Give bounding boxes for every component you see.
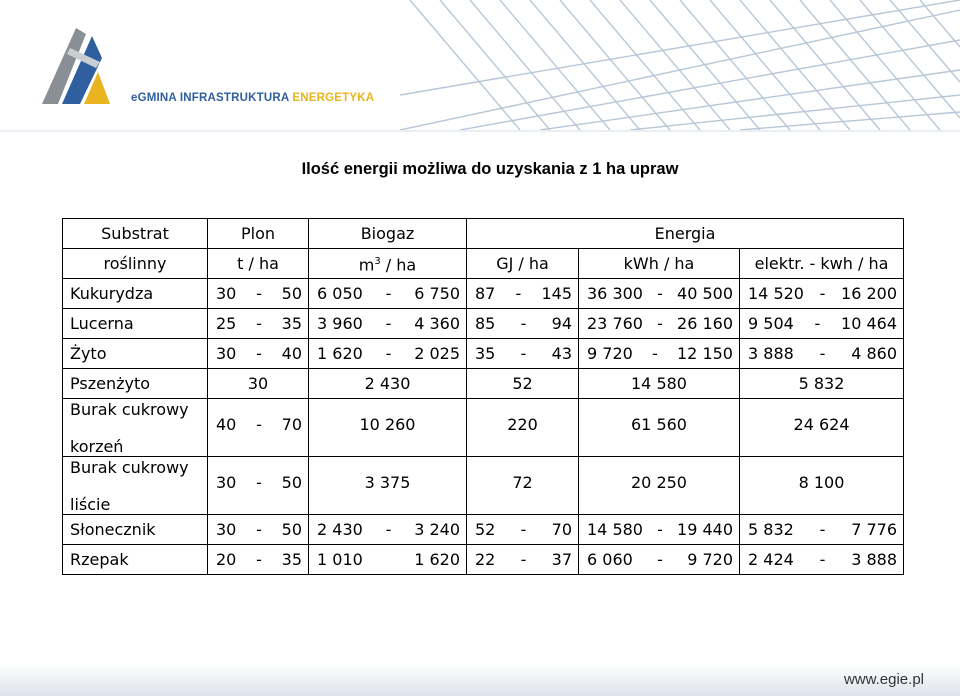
plon-dash: - [256,519,262,539]
header-gj-unit: GJ / ha [467,249,579,279]
substrat-cell: Kukurydza [63,279,208,309]
substrat-label: liście [70,495,111,514]
egmina-logo-icon [40,28,130,108]
biogaz-unit-m: m [358,255,375,275]
kwh-min: 9 720 [587,343,633,363]
kwh-dash: - [652,343,658,363]
gj-value: 220 [507,415,538,434]
kwh-cell [579,399,740,457]
table-body [63,279,904,575]
biogaz-cell [309,309,467,339]
plon-cell [208,339,309,369]
gj-cell: 52 [467,369,579,399]
gj-dash: - [520,343,527,363]
kwh-min: 23 760 [587,313,643,333]
kwh-dash: - [657,313,663,333]
substrat-cell: Pszenżyto [63,369,208,399]
plon-cell [208,309,309,339]
gj-cell [467,399,579,457]
plon-min: 30 [216,519,237,539]
energy-table-container [62,218,903,570]
kwh-min: 14 580 [587,519,643,539]
plon-min: 40 [216,415,237,434]
kwh-dash: - [657,519,663,539]
kwh-cell [579,279,740,309]
energy-table [62,218,904,575]
table-row [63,309,904,339]
gj-dash: - [520,519,527,539]
el-max: 10 464 [841,313,898,333]
gj-cell [467,309,579,339]
kwh-dash: - [657,549,663,569]
substrat-label: Burak cukrowy [70,458,189,477]
table-header-row-2 [63,249,904,279]
page-title: Ilość energii możliwa do uzyskania z 1 ha upraw [301,160,679,178]
gj-max: 70 [551,519,572,539]
biogaz-cell [309,279,467,309]
kwh-min: 6 060 [587,549,633,569]
gj-max: 145 [541,283,572,303]
header-kwh-unit: kWh / ha [579,249,740,279]
gj-min: 22 [475,549,496,569]
plon-dash: - [256,313,262,333]
biogaz-cell [309,515,467,545]
el-dash: - [819,549,826,569]
header-energia: Energia [467,219,904,249]
biogaz-value: 10 260 [359,415,416,434]
biogaz-cell [309,457,467,515]
el-max: 7 776 [851,519,897,539]
gj-dash: - [520,313,527,333]
gj-min: 52 [475,519,496,539]
biogaz-value: 3 375 [364,473,411,492]
gj-cell [467,457,579,515]
el-dash: - [814,313,821,333]
el-dash: - [819,283,826,303]
table-row [63,369,904,399]
gj-cell [467,339,579,369]
kwh-cell: 14 580 [579,369,740,399]
header-substrat: Substrat [63,219,208,249]
gj-value: 72 [512,473,533,492]
table-row [63,339,904,369]
biogaz-dash: - [385,313,392,333]
biogaz-cell [309,339,467,369]
plon-max: 70 [281,415,302,434]
biogaz-max: 1 620 [414,549,460,569]
footer-bar [0,664,960,696]
plon-max: 50 [281,283,302,303]
kwh-cell [579,545,740,575]
brand-part-2: ENERGETYKA [292,92,375,104]
el-dash: - [819,519,826,539]
biogaz-dash: - [385,283,392,303]
plon-min: 30 [216,283,237,303]
gj-min: 35 [475,343,496,363]
gj-cell [467,545,579,575]
kwh-value: 61 560 [631,415,687,434]
header-elektr-unit: elektr. - kwh / ha [740,249,904,279]
biogaz-max: 2 025 [414,343,460,363]
biogaz-min: 6 050 [317,283,363,303]
el-max: 4 860 [851,343,897,363]
el-min: 9 504 [748,313,794,333]
plon-cell [208,279,309,309]
plon-min: 30 [216,343,237,363]
el-value: 8 100 [798,473,845,492]
table-row [63,399,904,457]
plon-min: 20 [216,549,237,569]
substrat-cell: Lucerna [63,309,208,339]
header-plon: Plon [208,219,309,249]
biogaz-min: 2 430 [317,519,363,539]
substrat-cell: Żyto [63,339,208,369]
header-biogaz-unit [309,249,467,279]
biogaz-dash: - [385,343,392,363]
biogaz-max: 3 240 [414,519,460,539]
gj-max: 43 [551,343,572,363]
el-dash: - [819,343,826,363]
el-max: 16 200 [841,283,897,303]
kwh-cell [579,457,740,515]
kwh-value: 20 250 [631,473,687,492]
el-min: 5 832 [748,519,794,539]
biogaz-min: 3 960 [317,313,363,333]
kwh-cell [579,515,740,545]
gj-min: 85 [475,313,496,333]
decorative-lines [400,0,960,130]
substrat-label: korzeń [70,437,124,456]
substrat-cell: Rzepak [63,545,208,575]
plon-max: 50 [281,519,302,539]
header-separator [0,130,960,132]
plon-min: 25 [216,313,237,333]
kwh-cell [579,309,740,339]
biogaz-max: 6 750 [414,283,460,303]
kwh-cell [579,339,740,369]
footer-url: www.egie.pl [843,671,924,688]
plon-min: 30 [216,473,237,492]
biogaz-cell: 2 430 [309,369,467,399]
brand-part-1: eGMINA INFRASTRUKTURA [131,92,289,104]
kwh-max: 26 160 [677,313,733,333]
plon-dash: - [256,415,262,434]
header-plon-unit: t / ha [208,249,309,279]
substrat-label: Burak cukrowy [70,400,189,419]
el-min: 3 888 [748,343,794,363]
page-header [0,0,960,130]
plon-dash: - [256,343,262,363]
plon-dash: - [256,283,262,303]
el-min: 2 424 [748,549,794,569]
biogaz-unit-ha: / ha [380,255,417,275]
header-biogaz: Biogaz [309,219,467,249]
biogaz-max: 4 360 [414,313,460,333]
table-row [63,279,904,309]
plon-dash: - [256,549,262,569]
plon-cell [208,545,309,575]
plon-max: 35 [281,549,302,569]
gj-cell [467,515,579,545]
plon-max: 50 [281,473,302,492]
plon-cell [208,457,309,515]
plon-dash: - [256,473,262,492]
plon-max: 35 [281,313,302,333]
plon-cell [208,399,309,457]
biogaz-cell [309,545,467,575]
el-cell: 5 832 [740,369,904,399]
el-cell [740,279,904,309]
kwh-max: 12 150 [677,343,733,363]
table-header-row-1 [63,219,904,249]
gj-dash: - [515,283,522,303]
kwh-max: 9 720 [687,549,733,569]
gj-max: 37 [551,549,572,569]
substrat-cell [63,399,208,457]
el-max: 3 888 [851,549,897,569]
el-cell [740,339,904,369]
gj-min: 87 [475,283,496,303]
substrat-cell: Słonecznik [63,515,208,545]
el-cell [740,399,904,457]
kwh-max: 19 440 [677,519,733,539]
el-cell [740,515,904,545]
table-row [63,457,904,515]
substrat-cell [63,457,208,515]
biogaz-min: 1 010 [317,549,363,569]
biogaz-dash: - [385,519,392,539]
el-cell [740,545,904,575]
brand-name [131,92,374,104]
gj-dash: - [520,549,527,569]
gj-max: 94 [551,313,572,333]
biogaz-min: 1 620 [317,343,363,363]
table-row [63,545,904,575]
kwh-min: 36 300 [587,283,643,303]
el-min: 14 520 [748,283,804,303]
kwh-max: 40 500 [677,283,733,303]
kwh-dash: - [657,283,663,303]
el-cell [740,457,904,515]
el-value: 24 624 [793,415,850,434]
plon-cell: 30 [208,369,309,399]
plon-cell [208,515,309,545]
header-roslinny: roślinny [63,249,208,279]
biogaz-unit-sup: 3 [374,255,381,267]
table-row [63,515,904,545]
biogaz-cell [309,399,467,457]
el-cell [740,309,904,339]
gj-cell [467,279,579,309]
plon-max: 40 [281,343,302,363]
